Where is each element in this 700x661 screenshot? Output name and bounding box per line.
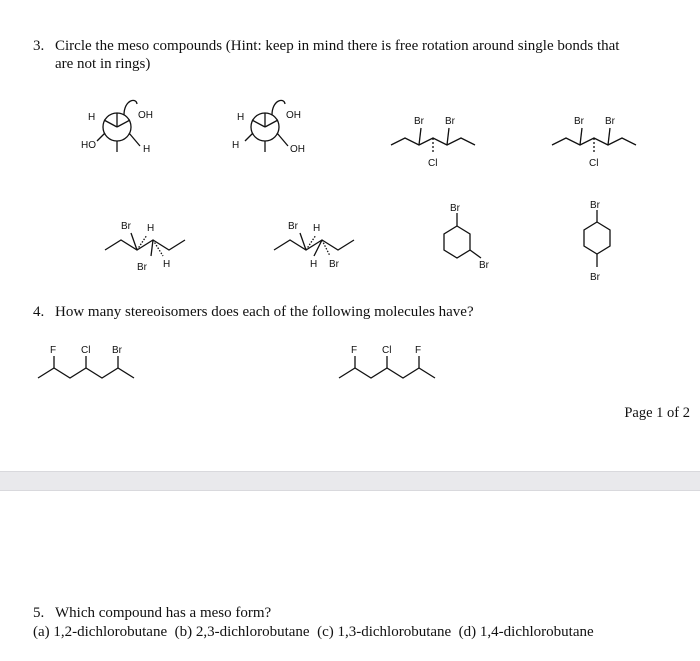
newman1-h-top: H bbox=[88, 112, 96, 123]
cyclohexane-ring-2 bbox=[584, 200, 610, 283]
q4-mol1-f: F bbox=[50, 345, 57, 356]
chain2-br-1: Br bbox=[574, 116, 584, 127]
question-number: 3. bbox=[33, 38, 45, 54]
dash-wedge-structure-2 bbox=[274, 221, 354, 270]
dash2-br-top: Br bbox=[288, 221, 298, 232]
zigzag-chain-1 bbox=[391, 116, 475, 169]
chain2-br-2: Br bbox=[605, 116, 615, 127]
question-4 bbox=[33, 303, 474, 321]
q4-mol1-cl: Cl bbox=[81, 345, 91, 356]
question-5 bbox=[33, 604, 271, 622]
dash-wedge-structure-1 bbox=[105, 221, 185, 273]
q4-molecule-1 bbox=[38, 345, 134, 378]
dash2-h-bottom: H bbox=[310, 259, 318, 270]
dash2-h-top: H bbox=[313, 223, 321, 234]
newman2-h-bottom: H bbox=[232, 140, 240, 151]
chain1-cl: Cl bbox=[428, 158, 438, 169]
ring2-br-bottom: Br bbox=[590, 272, 600, 283]
newman1-h-bottom: H bbox=[143, 144, 151, 155]
q4-mol2-cl: Cl bbox=[382, 345, 392, 356]
q4-mol2-f1: F bbox=[351, 345, 358, 356]
page-number: Page 1 of 2 bbox=[624, 405, 690, 421]
question-number: 4. bbox=[33, 304, 45, 320]
question-number: 5. bbox=[33, 605, 45, 621]
dash2-br-bottom: Br bbox=[329, 259, 339, 270]
dash1-br-top: Br bbox=[121, 221, 131, 232]
chain1-br-2: Br bbox=[445, 116, 455, 127]
page-divider bbox=[0, 471, 700, 491]
ring1-br-bottom: Br bbox=[479, 260, 489, 271]
ring2-br-top: Br bbox=[590, 200, 600, 211]
question-5-options: (a) 1,2-dichlorobutane (b) 2,3-dichlorobutane (c) 1,3-dichlorobutane (d) 1,4-dichlorobutane bbox=[33, 624, 594, 640]
newman2-oh-bottom: OH bbox=[290, 144, 305, 155]
newman-projection-1 bbox=[81, 100, 153, 155]
newman1-oh-top: OH bbox=[138, 110, 153, 121]
dash1-br-bottom: Br bbox=[137, 262, 147, 273]
q4-molecule-2 bbox=[339, 345, 435, 378]
question-3-text-line2: are not in rings) bbox=[55, 56, 151, 72]
cyclohexane-ring-1 bbox=[444, 203, 490, 271]
ring1-br-top: Br bbox=[450, 203, 460, 214]
chain2-cl: Cl bbox=[589, 158, 599, 169]
newman-projection-2 bbox=[232, 100, 305, 155]
question-3-text-line1: Circle the meso compounds (Hint: keep in mind there is free rotation around single bonds that bbox=[55, 38, 620, 54]
q4-mol1-br: Br bbox=[112, 345, 122, 356]
q4-mol2-f2: F bbox=[415, 345, 422, 356]
dash1-h-bottom: H bbox=[163, 259, 171, 270]
newman2-h-top: H bbox=[237, 112, 245, 123]
newman1-ho-bottom: HO bbox=[81, 140, 96, 151]
question-5-text: Which compound has a meso form? bbox=[55, 605, 272, 621]
chain1-br-1: Br bbox=[414, 116, 424, 127]
newman2-oh-top: OH bbox=[286, 110, 301, 121]
dash1-h-top: H bbox=[147, 223, 155, 234]
question-4-text: How many stereoisomers does each of the following molecules have? bbox=[55, 304, 474, 320]
zigzag-chain-2 bbox=[552, 116, 636, 169]
